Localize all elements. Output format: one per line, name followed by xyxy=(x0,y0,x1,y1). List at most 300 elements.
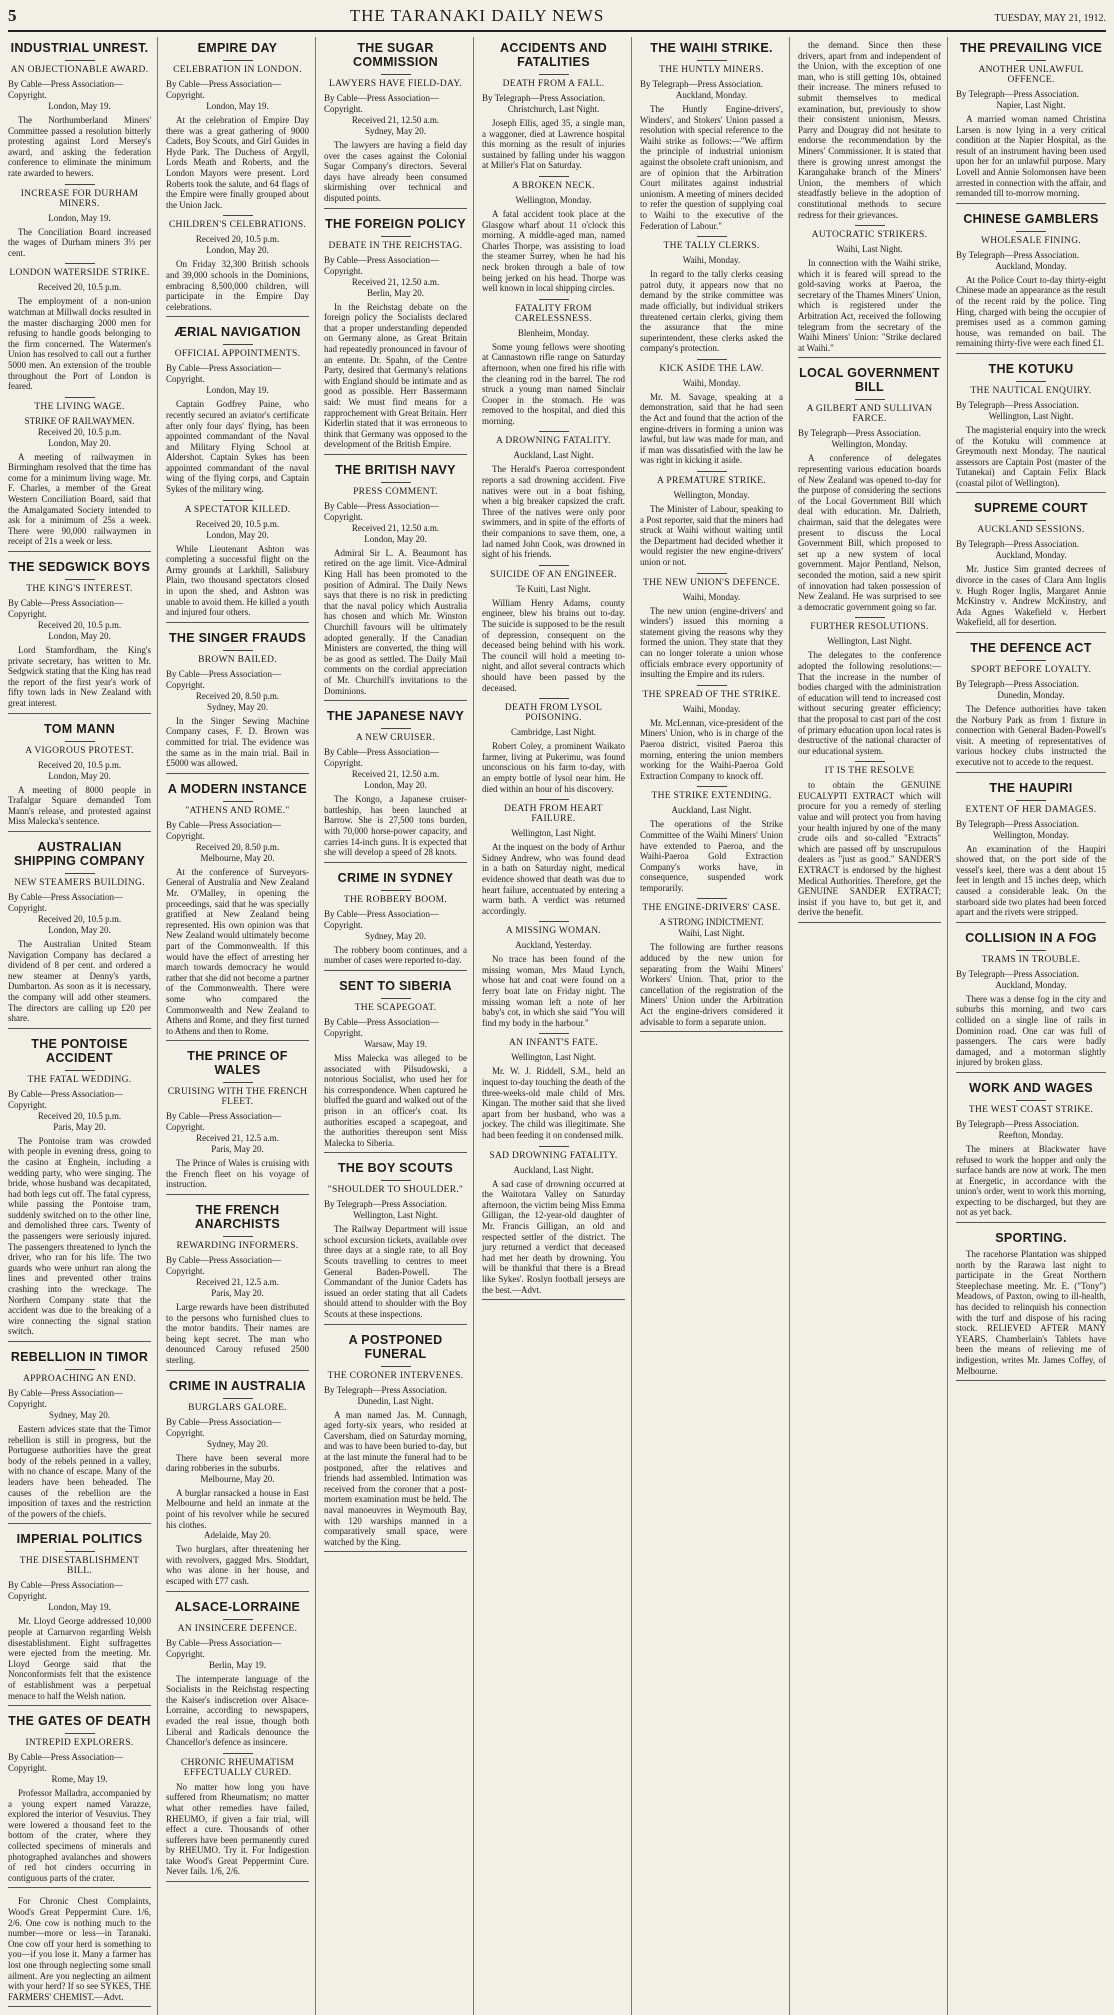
article-headline: A MODERN INSTANCE xyxy=(167,781,308,796)
article xyxy=(956,212,1106,354)
article-body: The following are further reasons adduced by the new union for separating from the Waihi Miners' Workers' Union. That, prior to the cancellation of the registration of the Miners' Union under the Arbitration Act the engine-drivers considered it advisable to form a separate union. xyxy=(640,942,783,1027)
column xyxy=(956,37,1106,2015)
article-body: A conference of delegates representing various education boards of New Zealand was opened to-day for the purpose of considering the sections of the Local Government Bill which deal with education. Mr. Dalrieth, chairman, said that the delegates were present to discuss the Local Government Bill, which proposed to set up a new system of local government. Major Pentland, Nelson, seconded the motion, said a new spirit of innovation had taken possession of New Zealand. He was surprised to see a democratic government going so far. xyxy=(798,453,941,612)
section-subhead: LAWYERS HAVE FIELD-DAY. xyxy=(324,74,467,89)
column xyxy=(798,37,948,2015)
dateline: Received 20, 8.50 p.m. xyxy=(195,690,280,701)
article xyxy=(166,41,309,317)
article xyxy=(8,1714,151,1888)
article-body: A meeting of railwaymen in Birmingham resolved that the time has come for a minimum living wage. Mr. F. Charles, a member of the Great Western Conciliation Board, said that the Amalgamated Society intended to ask for a minimum of 25s a week. There were 90,000 railwaymen in receipt of 21s a week or less. xyxy=(8,451,151,547)
article-body: A sad case of drowning occurred at the Waitotara Valley on Saturday afternoon, the victim being Miss Emma Gilligan, the 12-year-old daughter of Mr. Francis Gilligan, an old and respected settler of the district. The jury returned a verdict that deceased had met her death by drowning. You will be thankful that there is a Bread like Sykes'. Roslyn football jerseys are the best.—Advt. xyxy=(482,1178,625,1295)
article xyxy=(166,325,309,623)
article-headline: CRIME IN SYDNEY xyxy=(337,870,454,885)
column xyxy=(324,37,474,2015)
article-body: In the Reichstag debate on the foreign policy the Socialists declared that a proper understanding depended on Germany alone, as Great Britain had repeatedly pronounced in favour of an entente. Dr. Spahn, of the Centre Party, desired that Germany's relations with England should be intimate and as good as possible. Herr Bassermann said: We must find means for a rapprochement with Great Britain. Herr Kiderlin stated that it was erroneous to think that Germany was opposed to the development of the British Empire. xyxy=(324,301,467,450)
article xyxy=(8,1037,151,1342)
article-body: There have been several more daring robberies in the suburbs. xyxy=(166,1452,309,1474)
dateline: Sydney, May 20. xyxy=(49,1410,110,1420)
page-number: 5 xyxy=(8,6,17,25)
dateline: By Cable—Press Association—Copyright. xyxy=(324,254,439,276)
dateline: London, May 20. xyxy=(48,631,111,642)
article xyxy=(324,1333,467,1553)
article-body: An examination of the Haupiri showed that, on the port side of the vessel's keel, there was a dent about 15 feet in length and 15 inches deep, which caused a considerable leak. On the starboard side two plates had been forced apart and the rivets were stripped. xyxy=(956,843,1106,918)
dateline: Melbourne, May 20. xyxy=(200,852,275,863)
section-subhead: FATALITY FROM CARELESSNESS. xyxy=(482,299,625,324)
dateline: Received 20, 10.5 p.m. xyxy=(37,282,122,293)
section-subhead: THE STRIKE EXTENDING. xyxy=(640,786,783,801)
article xyxy=(324,217,467,455)
article-headline: THE BOY SCOUTS xyxy=(337,1161,454,1176)
section-subhead: BURGLARS GALORE. xyxy=(166,1398,309,1413)
dateline: Received 20, 10.5 p.m. xyxy=(37,913,122,924)
dateline: London, May 19. xyxy=(48,1602,111,1613)
article xyxy=(324,41,467,209)
article xyxy=(956,1231,1106,1381)
section-subhead: APPROACHING AN END. xyxy=(8,1369,151,1384)
article-body: The Defence authorities have taken the Norbury Park as from 1 fixture in connection with General Baden-Powell's visit. A meeting of representatives of various hockey clubs instructed the executive not to accede to the request. xyxy=(956,704,1106,767)
article-headline: CHINESE GAMBLERS xyxy=(963,211,1099,226)
article xyxy=(166,1379,309,1592)
article-body: The magisterial enquiry into the wreck of the Kotuku will commence at Greymouth next Monday. The nautical assessors are Captain Post (master of the Tutanekai) and Captain Felix Black (coastal pilot of Wellington). xyxy=(956,424,1106,488)
article-body: For Chronic Chest Complaints, Wood's Great Peppermint Cure. 1/6, 2/6. One cow is nothing much to the number—more or less—in Taranaki. One cow off your herd is something to you—if you lose it. Many a farmer has lost one through neglecting some small ailment. Are you neglecting an ailment with your herd? If so see SYKES, THE FARMERS' CHEMIST.—Advt. xyxy=(8,1896,151,2002)
dateline: Received 20, 10.5 p.m. xyxy=(195,518,280,529)
article-body: Mr. M. Savage, speaking at a demonstration, said that he had seen the Act and found that the action of the engine-drivers in forming a union was lawful, but law was made for man, and if man was dissatisfied with the law he was right in kicking it aside. xyxy=(640,391,783,466)
section-subhead: EXTENT OF HER DAMAGES. xyxy=(956,800,1106,815)
article-headline: TOM MANN xyxy=(44,721,115,736)
article xyxy=(798,40,941,358)
dateline: Received 20, 10.5 p.m. xyxy=(37,1110,122,1121)
dateline: Received 21, 12.50 a.m. xyxy=(351,522,440,533)
article-headline: AUSTRALIAN SHIPPING COMPANY xyxy=(14,839,145,868)
article xyxy=(956,362,1106,494)
dateline: Received 20, 10.5 p.m. xyxy=(37,759,122,770)
article-headline: A POSTPONED FUNERAL xyxy=(348,1332,443,1361)
article xyxy=(640,41,783,1032)
article xyxy=(8,41,151,552)
section-subhead: AUCKLAND SESSIONS. xyxy=(956,520,1106,535)
dateline: By Cable—Press Association—Copyright. xyxy=(166,819,281,841)
article-body: On Friday 32,300 British schools and 39,000 schools in the Dominions, embracing 8,500,000 children, will participate in the Empire Day celebrations. xyxy=(166,259,309,312)
article-headline: ÆRIAL NAVIGATION xyxy=(174,325,301,340)
dateline: By Telegraph—Press Association. xyxy=(956,89,1079,99)
section-subhead: "SHOULDER TO SHOULDER." xyxy=(324,1180,467,1195)
section-subhead: INCREASE FOR DURHAM MINERS. xyxy=(8,184,151,209)
section-subhead: FURTHER RESOLUTIONS. xyxy=(798,617,941,632)
article-body: The Conciliation Board increased the wages of Durham miners 3⅓ per cent. xyxy=(8,226,151,258)
article-body: At the celebration of Empire Day there was a great gathering of 9000 Cadets, Boy Scouts, and Girl Guides in Hyde Park. The Duchess of Argyll, Lords Meath and Roberts, and the London Mayors were present. Lord Roberts took the salute, and 64 flags of the Empire were finally grouped about the Union Jack. xyxy=(166,115,309,210)
section-subhead: BROWN BAILED. xyxy=(166,650,309,665)
dateline: Received 21, 12.50 a.m. xyxy=(351,276,440,287)
article-headline: ACCIDENTS AND FATALITIES xyxy=(500,41,607,69)
dateline: Sydney, May 20. xyxy=(207,701,268,712)
article-body: The lawyers are having a field day over the cases against the Colonial Sugar Company's directors. Several days have already been consumed skirmishing over technical and disputed points. xyxy=(324,140,467,203)
dateline: Christchurch, Last Night. xyxy=(507,104,600,114)
dateline: Wellington, Monday. xyxy=(673,490,750,501)
article-body: Two burglars, after threatening her with revolvers, gagged Mrs. Stoddart, who was alone in her house, and escaped with £77 cash. xyxy=(166,1544,309,1586)
dateline: Rome, May 19. xyxy=(51,1774,108,1785)
article xyxy=(8,1350,151,1524)
dateline: Auckland, Monday. xyxy=(995,979,1067,990)
section-subhead: A SPECTATOR KILLED. xyxy=(166,500,309,515)
article-body: Mr. Lloyd George addressed 10,000 people at Carnarvon regarding Welsh disestablishment. Eight suffragettes were ejected from the meeting. Mr. Lloyd George said that the Nonconformists felt that the existence of establishment was a perpetual menace to half the Welsh nation. xyxy=(8,1616,151,1701)
article-headline: THE PONTOISE ACCIDENT xyxy=(31,1036,128,1065)
dateline: Napier, Last Night. xyxy=(996,100,1066,110)
dateline: Sydney, May 20. xyxy=(207,1438,268,1449)
article xyxy=(482,41,625,1300)
article xyxy=(324,871,467,971)
section-subhead: A BROKEN NECK. xyxy=(482,176,625,191)
article-headline: THE HAUPIRI xyxy=(989,780,1073,795)
section-subhead: A DROWNING FATALITY. xyxy=(482,431,625,446)
section-subhead: A NEW CRUISER. xyxy=(324,728,467,743)
article xyxy=(956,641,1106,773)
dateline: By Telegraph—Press Association. xyxy=(956,818,1079,829)
article xyxy=(166,1600,309,1883)
dateline: By Cable—Press Association—Copyright. xyxy=(324,908,439,930)
section-subhead: CHRONIC RHEUMATISM EFFECTUALLY CURED. xyxy=(166,1753,309,1778)
article-headline: EMPIRE DAY xyxy=(197,41,278,55)
column xyxy=(640,37,790,2015)
section-subhead: A VIGOROUS PROTEST. xyxy=(8,741,151,756)
dateline: Received 21, 12.5 a.m. xyxy=(196,1277,279,1288)
dateline: By Cable—Press Association—Copyright. xyxy=(8,891,123,913)
article-body: In the Singer Sewing Machine Company cases, F. D. Brown was committed for trial. The evidence was the same as in the main trial. Bail in £5000 was allowed. xyxy=(166,715,309,769)
section-subhead: AN INFANT'S FATE. xyxy=(482,1033,625,1048)
article-headline: THE WAIHI STRIKE. xyxy=(650,41,773,55)
article xyxy=(956,1081,1106,1223)
section-subhead: A PREMATURE STRIKE. xyxy=(640,471,783,486)
article-headline: SUPREME COURT xyxy=(974,501,1088,516)
section-subhead: THE CORONER INTERVENES. xyxy=(324,1366,467,1381)
article-body: William Henry Adams, county engineer, blew his brains out to-day. The suicide is supposed to be the result of depression, consequent on the deceased being behind with his work. The council will hold a meeting to-night, and allot several contracts which should have been passed by the deceased. xyxy=(482,597,625,693)
article-body: Eastern advices state that the Timor rebellion is still in progress, but the Portuguese authorities have the great body of the rebels penned in a valley, with no chance of escape. Many of the leaders have been beheaded. The causes of the rebellion are the imposition of taxes and the restriction of the powers of the chiefs. xyxy=(8,1424,151,1519)
dateline: Waihi, Last Night. xyxy=(678,928,745,939)
article xyxy=(8,560,151,714)
masthead xyxy=(8,6,1106,32)
dateline: By Telegraph—Press Association. xyxy=(956,249,1079,260)
section-subhead: OFFICIAL APPOINTMENTS. xyxy=(166,344,309,359)
section-subhead: TRAMS IN TROUBLE. xyxy=(956,950,1106,965)
section-subhead: PRESS COMMENT. xyxy=(324,482,467,497)
dateline: By Cable—Press Association—Copyright. xyxy=(8,1580,123,1602)
article-headline: COLLISION IN A FOG xyxy=(965,930,1097,945)
section-subhead: AN INSINCERE DEFENCE. xyxy=(166,1619,309,1634)
article-body: A burglar ransacked a house in East Melbourne and held an inmate at the point of his revolver while he secured his clothes. xyxy=(166,1487,309,1530)
article xyxy=(324,979,467,1153)
section-subhead: DEATH FROM A FALL. xyxy=(482,74,625,89)
dateline: Received 21, 12.5 a.m. xyxy=(196,1133,279,1144)
article xyxy=(324,463,467,701)
article-body: The Huntly Engine-drivers', Winders', and Stokers' Union passed a resolution with special reference to the Waihi strike as follows:—"We affirm the principle of industrial unionism against the obsolete craft unionism, and are of opinion that the Arbitration Court militates against industrial unionism. A meeting of miners decided to refer the question of supplying coal to Waihi to the executive of the Federation of Labour." xyxy=(640,104,783,231)
article-body: Captain Godfrey Paine, who recently secured an aviator's certificate after only four days' flying, has been appointed commandant of the Naval and Military Flying School at Aldershot. Captain Sykes has been appointed commandant of the naval wing of the flying corps, and Captain Sykes of the military wing. xyxy=(166,399,309,495)
article xyxy=(8,840,151,1029)
article-body: While Lieutenant Ashton was completing a successful flight on the Army grounds at Larkhill, Salisbury Plain, two thousand spectators closed in upon the shed, and Ashton was unable to avoid them. He killed a youth and injured four others. xyxy=(166,543,309,618)
article-body: Mr. McLennan, vice-president of the Miners' Union, who is in charge of the Paeroa district, visited Paeroa this morning, entering the union members working for the Waihi-Paeroa Gold Extraction Company to knock off. xyxy=(640,717,783,781)
article-headline: CRIME IN AUSTRALIA xyxy=(169,1378,306,1393)
dateline: Paris, May 20. xyxy=(211,1288,264,1299)
article-body: The Northumberland Miners' Committee passed a resolution bitterly protesting against Lord Mersey's award, and asking the federation conference to eliminate the minimum rate awarded to hewers. xyxy=(8,115,151,178)
dateline: London, May 20. xyxy=(206,529,269,540)
article-headline: WORK AND WAGES xyxy=(969,1080,1093,1095)
dateline: Waihi, Monday. xyxy=(682,255,741,266)
article xyxy=(166,631,309,774)
dateline: Dunedin, Last Night. xyxy=(357,1395,434,1406)
article-body: Lord Stamfordham, the King's private secretary, has written to Mr. Sedgwick stating that the King has read the report of the first year's work of fifty town lads in New Zealand with great interest. xyxy=(8,645,151,708)
dateline: London, May 20. xyxy=(48,924,111,935)
section-subhead: THE WEST COAST STRIKE. xyxy=(956,1100,1106,1115)
article-body: The miners at Blackwater have refused to work the hopper and only the surface hands are now at work. The men at Energetic, in accordance with the union's order, went to work this morning, expecting to be discharged, but they are not as yet back. xyxy=(956,1143,1106,1218)
dateline: London, May 19. xyxy=(206,101,269,111)
dateline: Auckland, Monday. xyxy=(675,90,748,100)
article-body: The employment of a non-union watchman at Millwall docks resulted in the master discharging 2000 men for refusing to handle goods belonging to the firm concerned. The Watermen's Union has resolved to call out a further 5000 men. An extension of the trouble throughout the Port of London is feared. xyxy=(8,296,151,392)
issue-date: TUESDAY, MAY 21, 1912. xyxy=(994,13,1106,24)
section-subhead: A GILBERT AND SULLIVAN FARCE. xyxy=(798,399,941,424)
dateline: Sydney, May 20. xyxy=(365,126,426,136)
dateline: Wellington, Monday. xyxy=(831,439,908,450)
dateline: By Telegraph—Press Association. xyxy=(956,968,1079,979)
dateline: Wellington, Last Night. xyxy=(988,410,1074,421)
dateline: Reefton, Monday. xyxy=(998,1129,1064,1140)
section-subhead: LONDON WATERSIDE STRIKE. xyxy=(8,263,151,278)
dateline: By Cable—Press Association—Copyright. xyxy=(8,1752,123,1774)
section-subhead: THE KING'S INTEREST. xyxy=(8,579,151,594)
article xyxy=(8,722,151,832)
article-headline: THE SUGAR COMMISSION xyxy=(353,41,438,69)
newspaper-title: THE TARANAKI DAILY NEWS xyxy=(349,6,605,25)
dateline: Received 20, 8.50 p.m. xyxy=(195,841,280,852)
section-subhead: DEATH FROM LYSOL POISONING. xyxy=(482,698,625,723)
article-body: The Herald's Paeroa correspondent reports a sad drowning accident. Five natives were out in a boat fishing, when a big breaker capsized the craft. Three of the natives were only poor swimmers, and in spite of the efforts of their companions to save them, one, a lad named John Cook, was drowned in sight of his friends. xyxy=(482,464,625,560)
dateline: London, May 20. xyxy=(364,533,427,544)
article-headline: ALSACE-LORRAINE xyxy=(174,1599,301,1614)
section-subhead: THE SCAPEGOAT. xyxy=(324,998,467,1013)
article-headline: THE PREVAILING VICE xyxy=(959,41,1103,55)
dateline: Berlin, May 19. xyxy=(209,1659,266,1670)
dateline: London, May 20. xyxy=(364,780,427,791)
dateline: By Telegraph—Press Association. xyxy=(956,679,1079,690)
dateline: London, May 19. xyxy=(206,385,269,396)
dateline: By Cable—Press Association—Copyright. xyxy=(166,1111,281,1133)
section-subhead: AUTOCRATIC STRIKERS. xyxy=(798,225,941,240)
dateline: Auckland, Yesterday. xyxy=(515,940,592,951)
article-body: The delegates to the conference adopted the following resolutions:—That the increase in the number of bodies charged with the administration of education will tend to increased cost without securing greater efficiency; that the proposal to cast part of the cost of primary education upon local rates is destructive of the national character of our educational system. xyxy=(798,650,941,756)
dateline: A STRONG INDICTMENT. xyxy=(659,917,764,928)
dateline: Wellington, Last Night. xyxy=(511,1052,596,1063)
dateline: Received 20, 10.5 p.m. xyxy=(37,426,122,437)
article-body: At the Police Court to-day thirty-eight Chinese made an appearance as the result of the recent raid by the police. Ting Hing, charged with being the occupier of premises used as a common gaming house, was remanded on bail. The remaining thirty-five were each fined £1. xyxy=(956,274,1106,349)
section-subhead: THE LIVING WAGE. xyxy=(8,397,151,412)
dateline: Paris, May 20. xyxy=(211,1144,264,1155)
article xyxy=(166,1203,309,1371)
dateline: By Cable—Press Association—Copyright. xyxy=(8,598,123,620)
dateline: By Cable—Press Association—Copyright. xyxy=(324,1016,439,1038)
dateline: Wellington, Last Night. xyxy=(511,828,596,839)
article-body: The new union (engine-drivers' and winders') issued this morning a statement giving the reasons why they formed the union. They state that they can no longer tolerate a union whose officials embrace every opportunity of insulting the Empire and its rulers. xyxy=(640,605,783,680)
article xyxy=(166,1049,309,1195)
dateline: Received 20, 10.5 p.m. xyxy=(37,620,122,631)
article-body: The robbery boom continues, and a number of cases were reported to-day. xyxy=(324,944,467,966)
column xyxy=(8,37,158,2015)
section-subhead: THE ENGINE-DRIVERS' CASE. xyxy=(640,898,783,913)
dateline: Waihi, Monday. xyxy=(682,703,741,714)
dateline: By Telegraph—Press Association. xyxy=(956,539,1079,550)
section-subhead: WHOLESALE FINING. xyxy=(956,231,1106,246)
section-subhead: THE HUNTLY MINERS. xyxy=(640,60,783,75)
article xyxy=(166,782,309,1042)
article-headline: THE SEDGWICK BOYS xyxy=(8,560,151,575)
section-subhead: SPORT BEFORE LOYALTY. xyxy=(956,660,1106,675)
article-body: The operations of the Strike Committee of the Waihi Miners' Union have extended to Paeroa, and the Waihi-Paeroa Gold Extraction Company's works have, in consequence, suspended work temporarily. xyxy=(640,819,783,893)
article-body: Some young fellows were shooting at Cannastown rifle range on Saturday afternoon, when one fired his rifle with the cleaning rod in the barrel. The rod struck a young man named Sinclair Cooper in the stomach. He was removed to the hospital, and died this morning. xyxy=(482,341,625,426)
dateline: By Telegraph—Press Association. xyxy=(798,428,921,439)
article-body: In regard to the tally clerks ceasing patrol duty, it appears now that no demand by the strike committee was made officially, but individual strikers threatened certain clerks, giving them the assurance that the mine superintendent, these clerks asked the company's protection. xyxy=(640,269,783,354)
article-body: The intemperate language of the Socialists in the Reichstag respecting the Kaiser's indiscretion over Alsace-Lorraine, according to newspapers, evaded the real issue, though both Liberal and Radicals denounce the Chancellor's defence as insincere. xyxy=(166,1673,309,1748)
dateline: London, May 20. xyxy=(48,437,111,448)
section-subhead: THE ROBBERY BOOM. xyxy=(324,890,467,905)
article-body: A married woman named Christina Larsen is now lying in a very critical condition at the Napier Hospital, as the result of an instrument having been used upon her for an unlawful purpose. Mary Lovell and Annie Solomonsen have been arrested in connection with the affair, and remanded till to-morrow morning. xyxy=(956,114,1106,199)
dateline: Wellington, Monday. xyxy=(515,194,592,205)
dateline: Auckland, Monday. xyxy=(995,550,1067,561)
article-body: Mr. Justice Sim granted decrees of divorce in the cases of Clara Ann Inglis v. Hugh Roger Inglis, Margaret Annie McKinstry v. Andrew McKinstry, and Ada Agnes Wakefield v. Herbert Wakefield, all for desertion. xyxy=(956,564,1106,628)
article-headline: LOCAL GOVERNMENT BILL xyxy=(799,366,940,395)
dateline: Received 20, 10.5 p.m. xyxy=(195,234,280,245)
section-subhead: ANOTHER UNLAWFUL OFFENCE. xyxy=(956,60,1106,85)
dateline: Auckland, Last Night. xyxy=(513,450,594,461)
article-headline: THE PRINCE OF WALES xyxy=(187,1049,288,1078)
dateline: By Cable—Press Association—Copyright. xyxy=(8,79,123,100)
article xyxy=(798,366,941,923)
dateline: By Telegraph—Press Association. xyxy=(324,1199,447,1210)
section-subhead: KICK ASIDE THE LAW. xyxy=(640,359,783,374)
dateline: By Cable—Press Association—Copyright. xyxy=(166,363,281,385)
dateline: London, May 20. xyxy=(206,245,269,256)
article-body: The Railway Department will issue school excursion tickets, available over three days at a single rate, to all Boy Scouts travelling to centres to meet General Baden-Powell. The Commandant of the Junior Cadets has issued an order stating that all Cadets should attend to shoulder with the Boy Scouts at these inspections. xyxy=(324,1224,467,1320)
article-body: A fatal accident took place at the Glasgow wharf about 11 o'clock this morning. A middle-aged man, named Charles Thorpe, was assisting to load the steamer Surrey, when he had his neck broken through a bale of tow being jerked on his head. Thorpe was well known in local shipping circles. xyxy=(482,208,625,294)
dateline: Wellington, Last Night. xyxy=(827,636,912,647)
columns xyxy=(8,37,1106,2002)
dateline: By Cable—Press Association—Copyright. xyxy=(324,93,439,114)
article-body: At the conference of Surveyors-General of Australia and New Zealand Mr. O'Malley, in opening the proceedings, said that he was specially gratified at New Zealand being represented. His own opinion was that New Zealand would ultimately become part of the Commonwealth. If this would have the effect of arresting her march towards democracy he would rather that she did not become a partner of the Commonwealth. There were some who compared the Commonwealth and New Zealand to Athens and Rome, and they first turned to Athens and then to Rome. xyxy=(166,866,309,1036)
article-body: Miss Malecka was alleged to be associated with Pilsudowski, a notorious Socialist, who used her for his correspondence. When captured he bluffed the guard and walked out of the prison in an officer's coat. Its authorities escaped a scapegoat, and the authorities thereupon sent Miss Malecka to Siberia. xyxy=(324,1052,467,1148)
article-body: A man named Jas. M. Cunnagh, aged forty-six years, who resided at Caversham, died on Saturday morning, and was to have been buried to-day, but at the last minute the funeral had to be postponed, after the relatives and friends had assembled. Intimation was received from the coroner that a post-mortem examination must be held. The naval manoeuvres in Weymouth Bay, with 120 warships manned in a comparatively small space, were watched by the King. xyxy=(324,1409,467,1547)
article xyxy=(956,781,1106,923)
column xyxy=(482,37,632,2015)
dateline: Waihi, Monday. xyxy=(682,591,741,602)
dateline: By Cable—Press Association—Copyright. xyxy=(166,1255,281,1277)
article-headline: INDUSTRIAL UNREST. xyxy=(10,41,149,55)
article-body: No matter how long you have suffered from Rheumatism; no matter what other remedies have failed, RHEUMO, if given a fair trial, will effect a cure. Thousands of other sufferers have been permanently cured by RHEUMO. Try it. For Indigestion take Wood's Great Peppermint Cure. Never fails. 1/6, 2/6. xyxy=(166,1781,309,1877)
article-headline: SPORTING. xyxy=(995,1231,1067,1246)
article xyxy=(956,501,1106,633)
section-subhead: REWARDING INFORMERS. xyxy=(166,1236,309,1251)
article-headline: THE SINGER FRAUDS xyxy=(168,630,307,645)
article-body: the demand. Since then these drivers, apart from and independent of the Union, with the exception of one man, who is still getting 10s, obtained their increase. The miners refused to submit themselves to medical examination, but, previously to show their consistent unionism, Messrs. Parry and Dougray did not hesitate to endorse the recommendation by the Miners' Commissioner. It is stated that there is growing unrest amongst the Karangahake branch of the Miners' Union, the members of which steadfastly believe in the adoption of constitutional methods to secure redress for their grievances. xyxy=(798,40,941,220)
article xyxy=(324,709,467,863)
dateline: By Telegraph—Press Association. xyxy=(482,93,605,103)
article-body: The Australian United Steam Navigation Company has declared a dividend of 8 per cent. and ordered a new steamer at Denny's yards, Dumbarton. As soon as it is necessary, the company will add other steamers. The directors are calling up £20 per share. xyxy=(8,938,151,1024)
dateline: Received 21, 12.50 a.m. xyxy=(351,769,440,780)
dateline: STRIKE OF RAILWAYMEN. xyxy=(24,415,135,426)
dateline: Auckland, Monday. xyxy=(995,260,1067,271)
section-subhead: SAD DROWNING FATALITY. xyxy=(482,1146,625,1161)
section-subhead: "ATHENS AND ROME." xyxy=(166,801,309,816)
article-body: The Kongo, a Japanese cruiser-battleship, has been launched at Barrow. She is 27,500 tons burden, with 70,000 horse-power capacity, and carries 14-inch guns. It is expected that she will develop a speed of 28 knots. xyxy=(324,794,467,858)
dateline: By Telegraph—Press Association. xyxy=(956,1118,1079,1129)
article-body: Professor Malladra, accompanied by a young expert named Varazze, explored the interior of Vesuvius. They were lowered a thousand feet to the bottom of the crater, where they collected specimens of minerals and photographed avalanches and showers of red hot cinders occurring in contiguous parts of the crater. xyxy=(8,1788,151,1883)
dateline: Sydney, May 20. xyxy=(365,930,426,941)
article-headline: THE KOTUKU xyxy=(988,361,1074,376)
dateline: Waihi, Monday. xyxy=(682,377,741,388)
dateline: By Cable—Press Association—Copyright. xyxy=(166,1416,281,1438)
dateline: By Telegraph—Press Association. xyxy=(640,79,763,89)
dateline: Berlin, May 20. xyxy=(367,287,424,298)
section-subhead: A MISSING WOMAN. xyxy=(482,921,625,936)
article xyxy=(956,931,1106,1073)
dateline: Te Kuiti, Last Night. xyxy=(516,583,591,594)
article-body: At the inquest on the body of Arthur Sidney Andrew, who was found dead in a bath on Saturday night, medical evidence showed that death was due to heart failure, accentuated by entering a warm bath. A verdict was returned accordingly. xyxy=(482,842,625,916)
article-body: The Prince of Wales is cruising with the French fleet on his voyage of instruction. xyxy=(166,1158,309,1190)
section-subhead: CHILDREN'S CELEBRATIONS. xyxy=(166,215,309,230)
dateline: By Cable—Press Association—Copyright. xyxy=(8,1088,123,1110)
section-subhead: NEW STEAMERS BUILDING. xyxy=(8,873,151,888)
article-headline: SENT TO SIBERIA xyxy=(339,978,452,993)
section-subhead: DEATH FROM HEART FAILURE. xyxy=(482,799,625,824)
dateline: By Cable—Press Association—Copyright. xyxy=(324,747,439,769)
section-subhead: INTREPID EXPLORERS. xyxy=(8,1733,151,1748)
section-subhead: THE NEW UNION'S DEFENCE. xyxy=(640,573,783,588)
article-headline: THE FRENCH ANARCHISTS xyxy=(195,1203,280,1232)
dateline: Auckland, Last Night. xyxy=(513,1164,594,1175)
dateline: London, May 19. xyxy=(48,212,111,223)
section-subhead: SUICIDE OF AN ENGINEER. xyxy=(482,565,625,580)
article xyxy=(8,1896,151,2007)
dateline: Dunedin, Monday. xyxy=(997,690,1065,701)
dateline: Blenheim, Monday. xyxy=(517,327,590,338)
section-subhead: THE SPREAD OF THE STRIKE. xyxy=(640,685,783,700)
article xyxy=(956,41,1106,204)
section-subhead: CRUISING WITH THE FRENCH FLEET. xyxy=(166,1082,309,1107)
article xyxy=(324,1161,467,1324)
dateline: Adelaide, May 20. xyxy=(204,1530,271,1541)
article-body: Mr. W. J. Riddell, S.M., held an inquest to-day touching the death of the three-weeks-old male child of Mrs. Kingan. The mother said that she lived apart from her husband, who was a jockey. The child was illegitimate. She had been feeding it on condensed milk. xyxy=(482,1066,625,1140)
dateline: By Cable—Press Association—Copyright. xyxy=(8,1388,123,1409)
article xyxy=(8,1532,151,1706)
article-body: The Pontoise tram was crowded with people in evening dress, going to the casino at Enghein, including a wedding party, who were singing. The bride, whose husband was decapitated, had both legs cut off. The fatal cypress, while passing the Pontoise tram, suddenly switched on to the other line, and demolished three cars. Twenty of the passengers were seriously injured. The passengers threatened to lynch the driver, who ran for his life. The two guards who were unhurt ran along the lines and prevented other trains crashing into the wreckage. The Northern Company state that the accident was due to the breaking of a wire connecting the signal station switch. xyxy=(8,1135,151,1337)
article-headline: THE BRITISH NAVY xyxy=(335,462,456,477)
section-subhead: CELEBRATION IN LONDON. xyxy=(166,60,309,75)
dateline: By Telegraph—Press Association. xyxy=(324,1384,447,1395)
dateline: Auckland, Last Night. xyxy=(671,805,752,816)
section-subhead: IT IS THE RESOLVE xyxy=(798,761,941,776)
article-body: A meeting of 8000 people in Trafalgar Square demanded Tom Mann's release, and protested against Miss Malecka's sentence. xyxy=(8,784,151,827)
article-body: The Minister of Labour, speaking to a Post reporter, said that the miners had struck at Waihi without waiting until the Department had decided whether it would register the new engine-drivers' union or not. xyxy=(640,504,783,567)
column xyxy=(166,37,316,2015)
dateline: London, May 19. xyxy=(48,101,111,111)
dateline: Received 21, 12.50 a.m. xyxy=(351,115,440,125)
article-body: Admiral Sir L. A. Beaumont has retired on the age limit. Vice-Admiral King Hall has been promoted to the position of Admiral. The Daily News says that there is no risk in predicting that the naval policy which Australia has chosen and which Mr. Winston Churchill favours will be ultimately adopted generally. If the Canadian Ministers are converted, the thing will be as good as settled. The Daily Mail comments on the cordial appreciation of Mr. Churchill's invitations to the Dominions. xyxy=(324,547,467,696)
section-subhead: DEBATE IN THE REICHSTAG. xyxy=(324,236,467,251)
article-body: In connection with the Waihi strike, which it is feared will spread to the gold-saving works at Paeroa, the secretary of the Thames Miners' Union, which is registered under the Arbitration Act, received the following telegram from the secretary of the Waihi Miners' Union: "Strike declared at Waihi." xyxy=(798,258,941,353)
article-body: The racehorse Plantation was shipped north by the Rarawa last night to participate in the Great Northern Steeplechase meeting. Mr. E. ("Tony") Meadows, of Paxton, owing to ill-health, has decided to relinquish his connection with the turf and dispose of his racing stock. RELIEVED AFTER MANY YEARS. Chamberlain's Tablets have been the means of relieving me of indigestion, writes Mr. James Coffey, of Melbourne. xyxy=(956,1249,1106,1376)
article-body: No trace has been found of the missing woman, Mrs Maud Lynch, whose hat and coat were found on a ferry boat late on Friday night. The missing woman left a note of her baby's cot, in which she said "You will find my body in the harbour." xyxy=(482,954,625,1028)
article-headline: THE GATES OF DEATH xyxy=(8,1714,151,1729)
article-headline: THE DEFENCE ACT xyxy=(970,641,1092,656)
dateline: By Cable—Press Association—Copyright. xyxy=(166,1637,281,1659)
dateline: Melbourne, May 20. xyxy=(200,1473,275,1484)
dateline: By Telegraph—Press Association. xyxy=(956,399,1079,410)
section-subhead: THE NAUTICAL ENQUIRY. xyxy=(956,381,1106,396)
article-body: to obtain the GENUINE EUCALYPTI EXTRACT which will procure for you a remedy of sterling value and will protect you from having your health injured by one of the many crude oils and so-called "Extracts" which are passed off by unscrupulous dealers as "just as good." SANDER'S EXTRACT is endorsed by the highest Medical Authorities. Therefore, get the GENUINE SANDER EXTRACT; insist if you have to, but get it, and derive the benefit. xyxy=(798,780,941,918)
